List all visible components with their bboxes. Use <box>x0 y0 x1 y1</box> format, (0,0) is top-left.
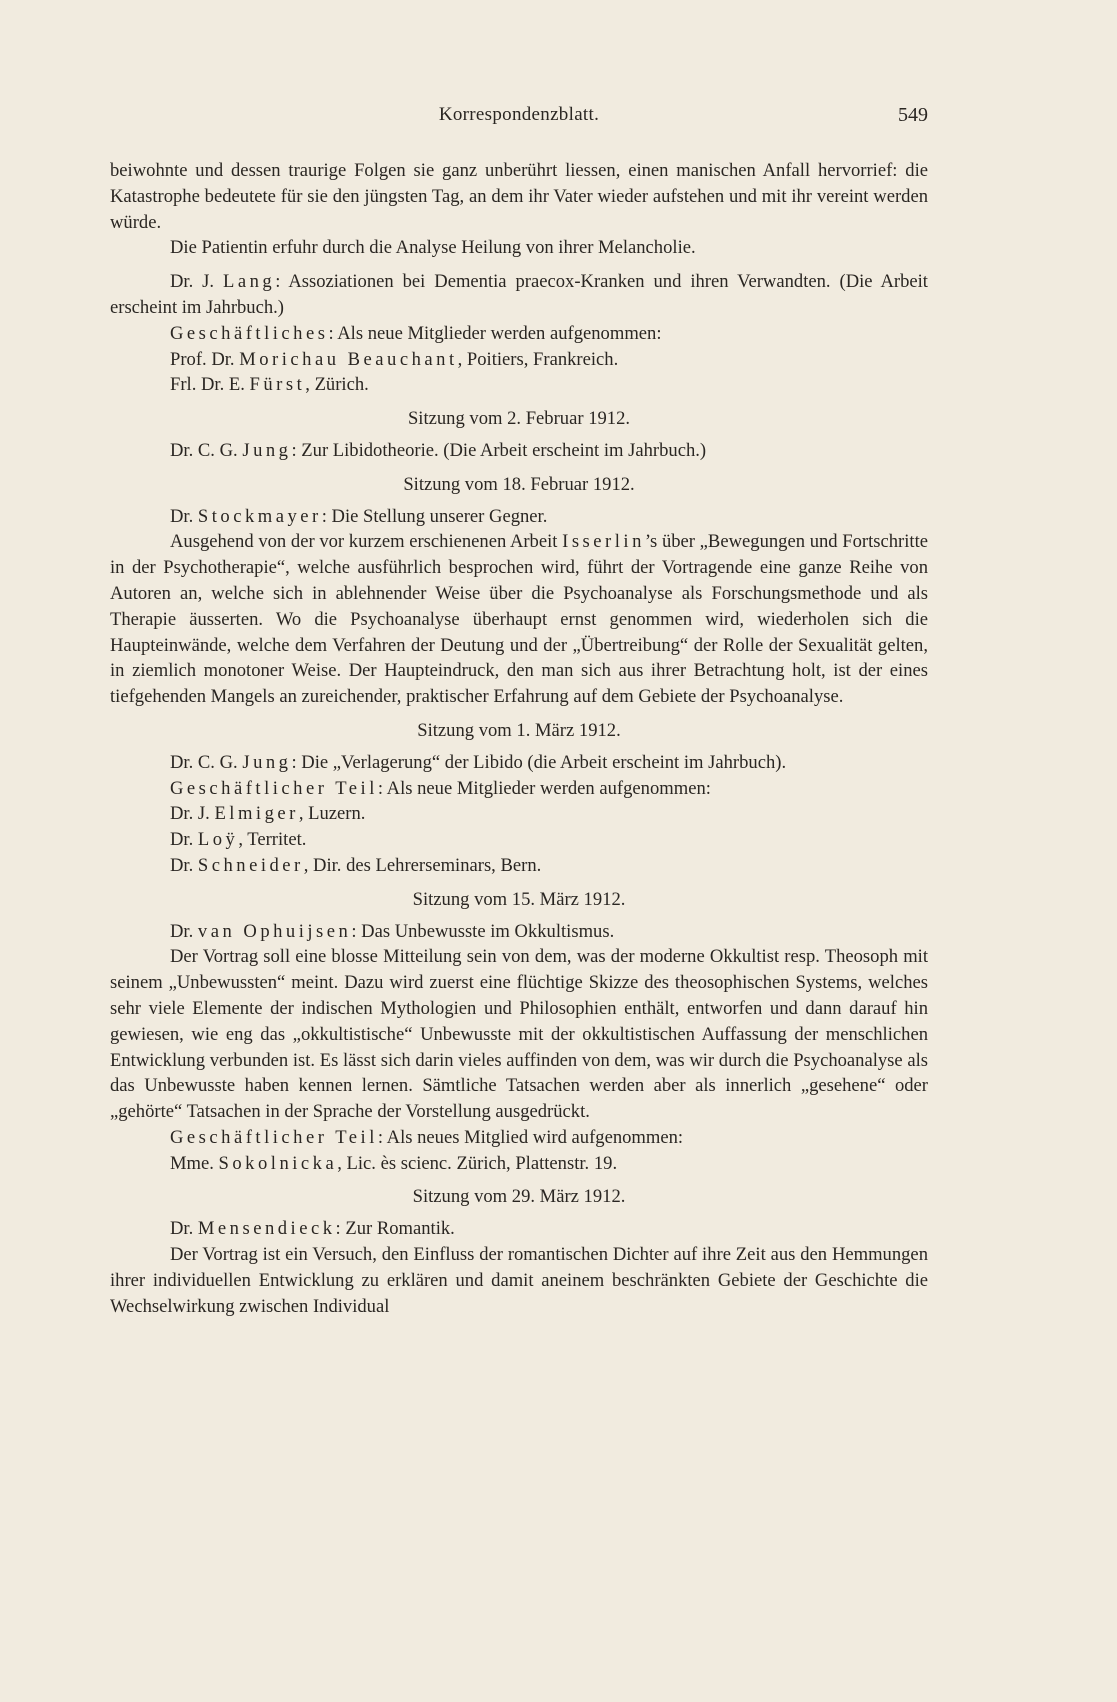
member-name: Sokolnicka <box>218 1152 338 1174</box>
author-name: Jung <box>242 751 292 773</box>
entry-text: : Assoziationen bei Dementia praecox-Kranken und ihren Verwandten. (Die Arbeit erscheint im Jahrbuch.) <box>110 271 928 318</box>
entry-prefix: Dr. <box>170 920 198 942</box>
author-name: van Ophuijsen <box>197 920 352 942</box>
business-text: : Als neues Mitglied wird aufgenommen: <box>377 1126 684 1148</box>
entry-prefix: Dr. J. <box>170 271 224 293</box>
session-heading: Sitzung vom 15. März 1912. <box>412 888 626 910</box>
business-label: Geschäftlicher Teil <box>170 1126 378 1148</box>
member-name: Schneider <box>197 854 304 876</box>
paragraph-ophuijsen: Der Vortrag soll eine blosse Mitteilung sein von dem, was der moderne Okkultist resp. Theosoph mit seinem „Unbewussten“ meint. Dazu wird zuerst eine flüchtige Skizze des theosophischen Systems, welches sehr viele Elemente der indischen Mythologien und Philosophien enthält, entworfen und dann darauf hin gewiesen, wie eng das „okkultistische“ Unbewusste mit der okkultistischen Auffassung der menschlichen Entwicklung verbunden ist. Es lässt sich darin vieles auffinden von dem, was wir durch die Psychoanalyse als das Unbewusste haben kennen lernen. Sämtliche Tatsachen werden aber als innerlich „gesehene“ oder „gehörte“ Tatsachen in der Sprache der Vorstellung ausgedrückt. <box>110 946 928 1123</box>
entry-stockmayer <box>110 504 928 530</box>
member-prefix: Frl. Dr. E. <box>170 374 250 396</box>
author-name: Mensendieck <box>197 1218 336 1240</box>
entry-prefix: Dr. <box>170 1218 198 1240</box>
member-entry <box>110 827 928 853</box>
entry-text: : Die Stellung unserer Gegner. <box>321 505 548 527</box>
member-prefix: Dr. <box>170 829 198 851</box>
business-note <box>110 776 928 802</box>
paragraph-stockmayer <box>110 529 928 710</box>
member-text: , Luzern. <box>298 803 366 825</box>
business-note <box>110 1125 928 1151</box>
entry-text: : Zur Romantik. <box>335 1218 455 1240</box>
entry-ophuijsen <box>110 919 928 945</box>
entry-prefix: Dr. C. G. <box>170 439 243 461</box>
paragraph-text: Ausgehend von der vor kurzem erschienenen Arbeit <box>170 531 563 553</box>
entry-text: : Das Unbewusste im Okkultismus. <box>351 920 615 942</box>
running-head <box>110 104 928 134</box>
member-prefix: Mme. <box>170 1152 219 1174</box>
business-label: Geschäftlicher Teil <box>170 777 378 799</box>
member-prefix: Prof. Dr. <box>170 348 240 370</box>
entry-prefix: Dr. C. G. <box>170 751 243 773</box>
member-text: , Dir. des Lehrerseminars, Bern. <box>303 854 542 876</box>
member-name: Elmiger <box>214 803 299 825</box>
entry-prefix: Dr. <box>170 505 198 527</box>
body-text <box>110 158 928 1319</box>
session-heading: Sitzung vom 1. März 1912. <box>417 719 621 741</box>
paragraph-mensendieck: Der Vortrag ist ein Versuch, den Einfluss der romantischen Dichter auf ihre Zeit aus den Hemmungen ihrer individuellen Entwicklung zu erklären und damit aneinem beschränkten Gebiete der Geschichte die Wechselwirkung zwischen Individual <box>110 1244 928 1317</box>
entry-text: : Die „Verlagerung“ der Libido (die Arbeit erscheint im Jahrbuch). <box>291 751 787 773</box>
paragraph-melancholie: Die Patientin erfuhr durch die Analyse Heilung von ihrer Melancholie. <box>170 237 696 259</box>
author-name: Lang <box>223 271 276 293</box>
member-name: Fürst <box>249 374 306 396</box>
cited-author: Isserlin <box>562 531 645 553</box>
running-title: Korrespondenzblatt. <box>438 104 600 125</box>
session-heading: Sitzung vom 18. Februar 1912. <box>403 473 635 495</box>
entry-text: : Zur Libidotheorie. (Die Arbeit erscheint im Jahrbuch.) <box>291 439 707 461</box>
paragraph-text: ’s über „Bewegungen und Fortschritte in der Psychotherapie“, welche ausführlich besprochen wird, führt der Vortragende eine ganze Reihe von Autoren an, welche sich in ablehnender Weise über die Psychoanalyse als Forschungsmethode und als Therapie äusserten. Wo die Psychoanalyse überhaupt ernst genommen wird, wiederholen sich die Haupteinwände, welche dem Verfahren der Deutung und der „Übertreibung“ der Rolle der Sexualität gelten, in ziemlich monotoner Weise. Der Haupteindruck, den man sich aus ihrer Betrachtung holt, ist der eines tiefgehenden Mangels an zureichender, praktischer Erfahrung auf dem Gebiete der Psychoanalyse. <box>110 531 928 708</box>
business-text: : Als neue Mitglieder werden aufgenommen: <box>328 322 662 344</box>
business-note <box>110 321 928 347</box>
session-heading: Sitzung vom 29. März 1912. <box>412 1186 626 1208</box>
entry-mensendieck <box>110 1216 928 1242</box>
member-text: , Zürich. <box>305 374 369 396</box>
member-text: , Territet. <box>238 829 307 851</box>
member-entry <box>110 853 928 879</box>
member-text: , Lic. ès scienc. Zürich, Plattenstr. 19. <box>337 1152 618 1174</box>
member-prefix: Dr. <box>170 854 198 876</box>
member-name: Morichau Beauchant <box>239 348 458 370</box>
entry-jung <box>110 438 928 464</box>
member-entry <box>110 372 928 398</box>
entry-jung <box>110 750 928 776</box>
paragraph-continuation: beiwohnte und dessen traurige Folgen sie ganz unberührt liessen, einen manischen Anfall hervorrief: die Katastrophe bedeutete für sie den jüngsten Tag, an dem ihr Vater wieder aufstehen und mit ihr vereint werden würde. <box>110 160 928 233</box>
page-number: 549 <box>898 104 928 126</box>
member-entry <box>110 347 928 373</box>
business-text: : Als neue Mitglieder werden aufgenommen: <box>377 777 711 799</box>
session-heading: Sitzung vom 2. Februar 1912. <box>407 408 631 430</box>
entry-lang <box>110 269 928 321</box>
author-name: Stockmayer <box>197 505 322 527</box>
business-label: Geschäftliches <box>170 322 329 344</box>
author-name: Jung <box>242 439 292 461</box>
member-name: Loÿ <box>197 829 239 851</box>
member-entry <box>110 801 928 827</box>
member-prefix: Dr. J. <box>170 803 215 825</box>
member-entry <box>110 1151 928 1177</box>
member-text: , Poitiers, Frankreich. <box>457 348 619 370</box>
